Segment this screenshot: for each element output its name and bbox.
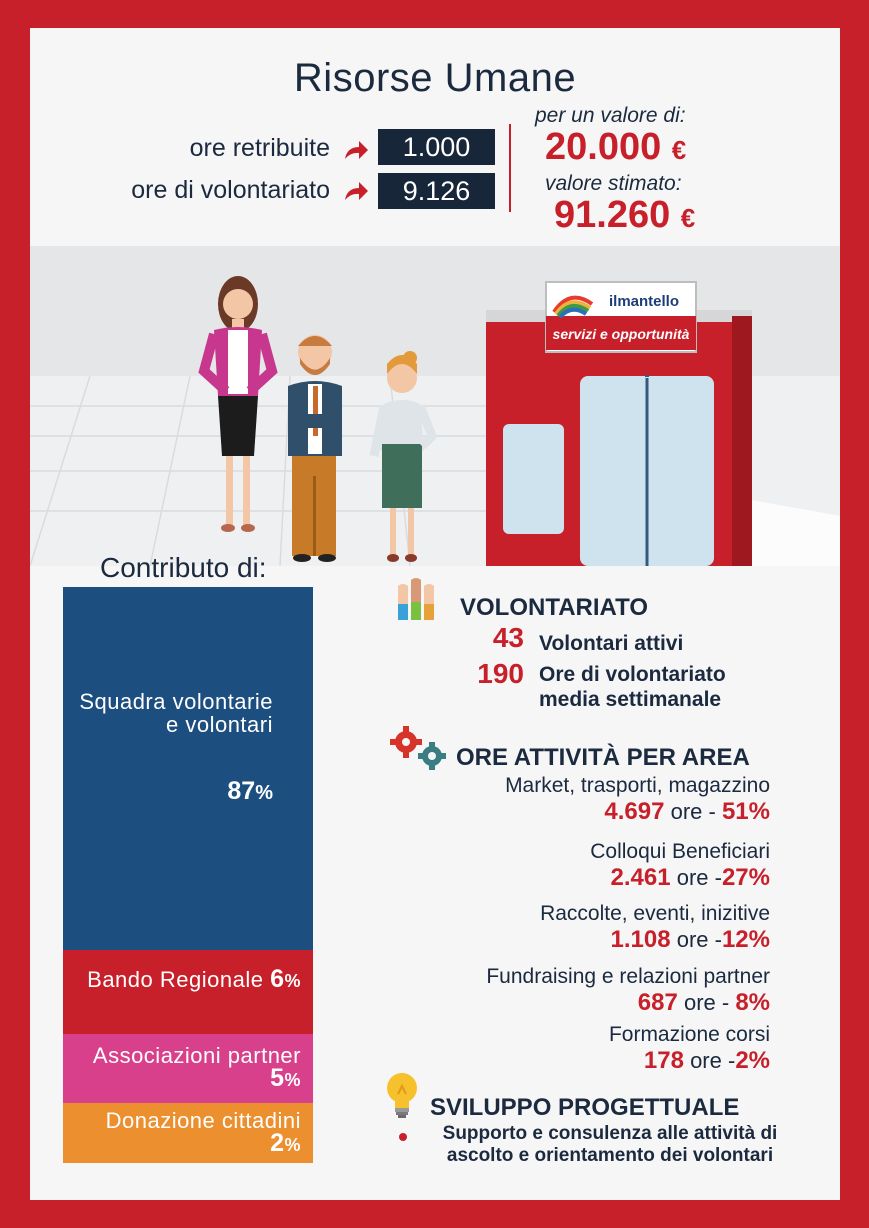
valore-stimato-label: valore stimato: — [545, 172, 682, 195]
currency-symbol: € — [671, 135, 687, 165]
area-pct: 27% — [721, 864, 770, 891]
ore-word: ore — [683, 990, 716, 1015]
area-item — [590, 840, 770, 892]
per-valore-amount — [545, 126, 686, 169]
pct-symbol: % — [284, 1070, 301, 1090]
segment-pct — [227, 777, 273, 806]
sviluppo-text-line: ascolto e orientamento dei volontari — [446, 1145, 774, 1166]
segment-label-text: Associazioni partner — [92, 1043, 301, 1068]
bullet-dot — [399, 1133, 407, 1141]
area-item — [540, 902, 770, 954]
divider — [509, 124, 511, 212]
sign-brand: ilmantello — [608, 293, 680, 310]
ore-volontariato-label-2: media settimanale — [539, 688, 722, 711]
segment-label — [73, 690, 273, 736]
area-hours: 687 — [637, 989, 678, 1016]
illustration-scene — [30, 246, 840, 566]
arrow-icon — [343, 139, 369, 161]
amount-value: 20.000 — [545, 126, 662, 168]
segment-label — [71, 1109, 301, 1157]
ore-volontariato-label: ore di volontariato — [131, 176, 330, 204]
lightbulb-icon — [384, 1072, 420, 1120]
area-name: Fundraising e relazioni partner — [486, 965, 770, 988]
sviluppo-text — [410, 1123, 810, 1167]
pct-symbol: % — [284, 1135, 301, 1155]
volontariato-heading: VOLONTARIATO — [460, 594, 648, 621]
valore-stimato-amount — [554, 194, 695, 237]
area-value: 4.697 ore - 51% — [604, 798, 770, 825]
sviluppo-heading: SVILUPPO PROGETTUALE — [430, 1094, 740, 1121]
sign-subtitle: servizi e opportunità — [552, 326, 690, 342]
area-hours: 4.697 — [604, 798, 665, 825]
volontari-attivi-num: 43 — [492, 622, 524, 653]
area-pct: 12% — [721, 926, 770, 953]
area-item — [505, 774, 770, 826]
pct-value: 5 — [270, 1064, 285, 1092]
area-value: 2.461 ore -27% — [610, 864, 770, 891]
bar-segment-bando — [63, 950, 313, 1034]
segment-label-text: Donazione cittadini — [105, 1108, 301, 1133]
amount-value: 91.260 — [554, 194, 671, 236]
area-value: 1.108 ore -12% — [610, 926, 770, 953]
area-pct: 2% — [735, 1047, 770, 1074]
area-value: 687 ore - 8% — [637, 989, 770, 1016]
segment-label — [71, 965, 301, 993]
segment-label-text: Bando Regionale — [87, 967, 264, 992]
pct-symbol: % — [255, 782, 273, 804]
contributo-title: Contributo di: — [100, 552, 267, 583]
aree-heading: ORE ATTIVITÀ PER AREA — [456, 744, 750, 771]
ore-retribuite-label: ore retribuite — [189, 134, 330, 162]
pct-value: 87 — [227, 777, 256, 805]
ore-volontariato-num: 190 — [477, 658, 524, 689]
ore-word: ore — [676, 927, 709, 952]
bar-segment-squadra — [63, 587, 313, 950]
segment-label — [71, 1044, 301, 1092]
ore-word: ore — [676, 865, 709, 890]
per-valore-label: per un valore di: — [535, 104, 686, 127]
area-hours: 2.461 — [610, 864, 671, 891]
area-pct: 51% — [721, 798, 770, 825]
ore-volontariato-value: 9.126 — [378, 173, 495, 209]
gears-icon — [388, 726, 452, 772]
pct-symbol: % — [284, 971, 301, 991]
area-name: Market, trasporti, magazzino — [505, 774, 770, 797]
segment-label-text: Squadra volontarie e volontari — [79, 689, 273, 737]
ore-word: ore — [690, 1048, 722, 1073]
area-hours: 178 — [643, 1047, 684, 1074]
bar-segment-donazione — [63, 1103, 313, 1163]
page-title: Risorse Umane — [293, 56, 577, 100]
area-hours: 1.108 — [610, 926, 671, 953]
infographic-card — [30, 28, 840, 1200]
area-pct: 8% — [735, 989, 770, 1016]
arrow-icon — [343, 180, 369, 202]
ore-volontariato-label-1: Ore di volontariato — [539, 663, 726, 686]
area-name: Raccolte, eventi, inizitive — [540, 902, 770, 925]
area-name: Formazione corsi — [608, 1023, 770, 1046]
area-item — [609, 1023, 770, 1075]
area-item — [486, 965, 770, 1017]
raised-hands-icon — [394, 576, 442, 622]
sviluppo-text-line: Supporto e consulenza alle attività di — [442, 1123, 778, 1144]
currency-symbol: € — [680, 203, 696, 233]
pct-value: 2 — [270, 1129, 285, 1157]
ore-word: ore — [670, 799, 703, 824]
bar-segment-associazioni — [63, 1034, 313, 1103]
ore-retribuite-value: 1.000 — [378, 129, 495, 165]
pct-value: 6 — [270, 965, 285, 993]
area-name: Colloqui Beneficiari — [590, 840, 770, 863]
volontari-attivi-label: Volontari attivi — [539, 632, 684, 655]
area-value: 178 ore -2% — [643, 1047, 770, 1074]
